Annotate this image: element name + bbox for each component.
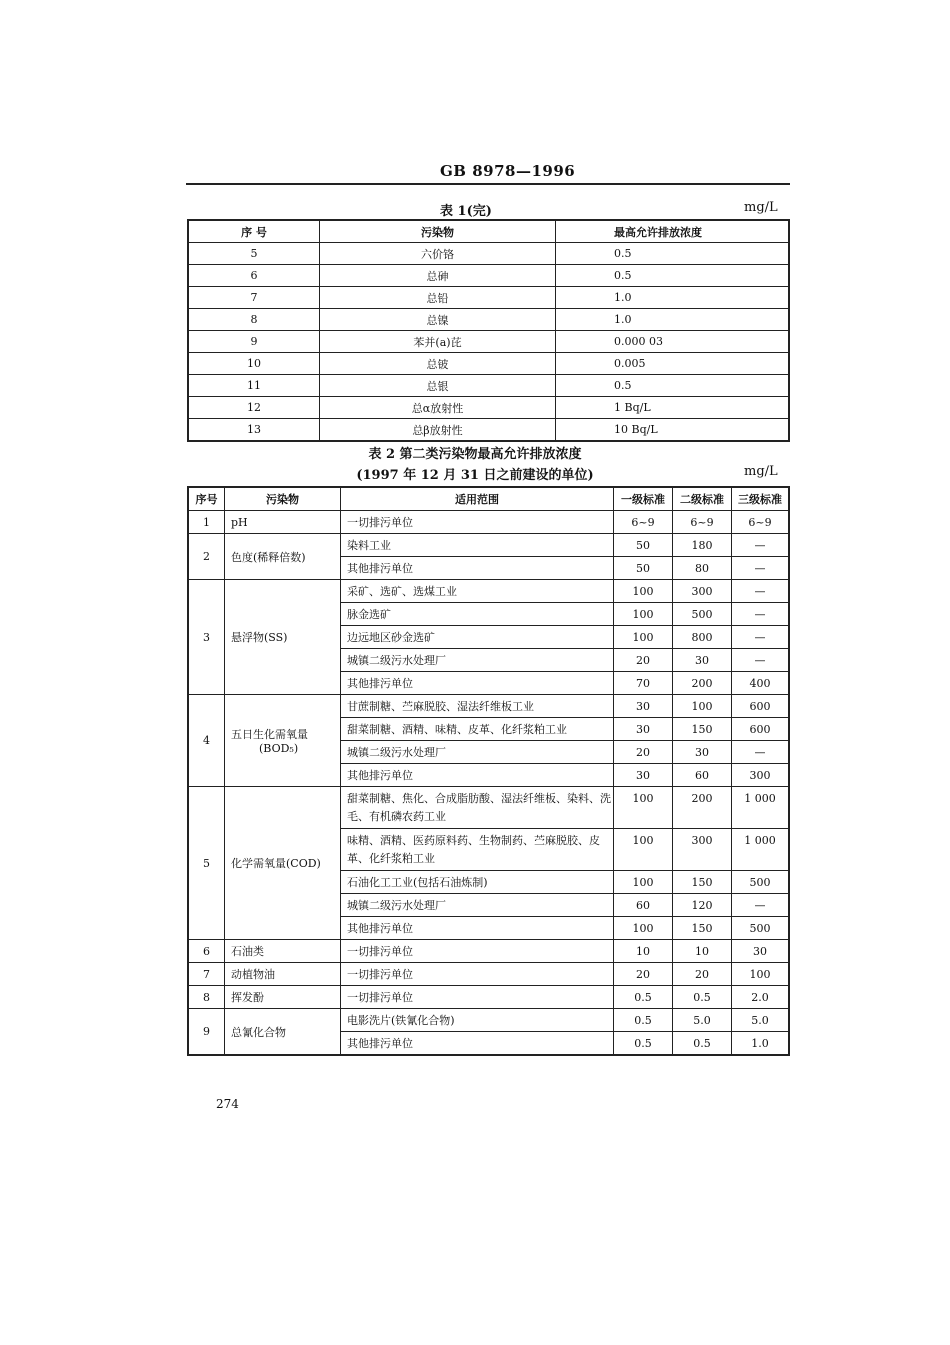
table2-row [188, 963, 789, 986]
table2-cell-level2: 500 [673, 603, 732, 626]
table2-cell-no: 6 [188, 940, 225, 963]
table1-caption: 表 1(完) [440, 204, 492, 219]
table2-cell-pollutant [225, 695, 341, 787]
table2-cell-level2: 150 [673, 871, 732, 894]
table2-cell-no: 5 [188, 787, 225, 940]
table1-cell-no: 12 [188, 397, 320, 419]
table2-subcaption: (1997 年 12 月 31 日之前建设的单位) [356, 468, 594, 483]
table1-row [188, 287, 789, 309]
table2-row [188, 580, 789, 603]
table1-cell-pollutant: 总砷 [320, 265, 556, 287]
table1-cell-no: 7 [188, 287, 320, 309]
table2-cell-level1: 100 [614, 580, 673, 603]
table2-cell-level3: 2.0 [732, 986, 790, 1009]
table2-cell-level1: 20 [614, 741, 673, 764]
table2-cell-level1: 100 [614, 917, 673, 940]
table2-unit: mg/L [744, 464, 778, 479]
table2-cell-level2: 20 [673, 963, 732, 986]
table1-row [188, 419, 789, 442]
table2-body [188, 511, 789, 1056]
page-number: 274 [216, 1097, 239, 1111]
table1-cell-pollutant: 总铅 [320, 287, 556, 309]
table1-body [188, 243, 789, 442]
table2-row [188, 511, 789, 534]
table2-pollutant-name: 五日生化需氧量 [231, 728, 308, 741]
table1-row [188, 265, 789, 287]
table2-cell-level2: 800 [673, 626, 732, 649]
table2-cell-level2: 200 [673, 672, 732, 695]
table1-row [188, 375, 789, 397]
table2-cell-level2: 5.0 [673, 1009, 732, 1032]
table2-row [188, 787, 789, 829]
table2-cell-level2: 0.5 [673, 1032, 732, 1056]
table2-cell-level3: — [732, 894, 790, 917]
table2-cell-level1: 100 [614, 871, 673, 894]
table2-cell-level2: 10 [673, 940, 732, 963]
table2-pollutant-name: 悬浮物(SS) [231, 631, 288, 644]
table2-row [188, 534, 789, 557]
table1-row [188, 243, 789, 265]
table2-cell-level3: 6~9 [732, 511, 790, 534]
table2-cell-level3: 500 [732, 917, 790, 940]
table2-row [188, 940, 789, 963]
table2-cell-scope: 一切排污单位 [341, 986, 614, 1009]
table2-cell-level1: 100 [614, 626, 673, 649]
table2-cell-level3: 600 [732, 718, 790, 741]
table2-pollutant-name: pH [231, 515, 248, 529]
table2-cell-level1: 20 [614, 963, 673, 986]
table2-cell-level2: 300 [673, 580, 732, 603]
table1-header-row [188, 220, 789, 243]
table1-row [188, 353, 789, 375]
table2-cell-level3: — [732, 603, 790, 626]
table2-cell-level2: 100 [673, 695, 732, 718]
table1-header-limit: 最高允许排放浓度 [556, 220, 790, 243]
table2-cell-scope: 采矿、选矿、选煤工业 [341, 580, 614, 603]
table2-cell-scope: 一切排污单位 [341, 940, 614, 963]
table2-header-scope: 适用范围 [341, 487, 614, 511]
table2-cell-no: 3 [188, 580, 225, 695]
table2-cell-scope: 染料工业 [341, 534, 614, 557]
table2-cell-pollutant [225, 986, 341, 1009]
table2-header-row [188, 487, 789, 511]
table2-cell-level1: 100 [614, 829, 673, 871]
table2-cell-pollutant [225, 580, 341, 695]
table2-cell-no: 9 [188, 1009, 225, 1056]
table2-cell-no: 1 [188, 511, 225, 534]
table2-cell-pollutant [225, 940, 341, 963]
table2-cell-scope: 一切排污单位 [341, 511, 614, 534]
table1-header-pollutant: 污染物 [320, 220, 556, 243]
table2-cell-level1: 50 [614, 534, 673, 557]
table1-cell-limit: 0.5 [556, 265, 790, 287]
table2-cell-level1: 70 [614, 672, 673, 695]
table2-cell-scope: 其他排污单位 [341, 672, 614, 695]
table2-pollutant-name: 色度(稀释倍数) [231, 550, 306, 564]
table2-cell-level3: — [732, 626, 790, 649]
table2-cell-level3: 1.0 [732, 1032, 790, 1056]
table2-cell-level2: 180 [673, 534, 732, 557]
table2-cell-level3: 1 000 [732, 787, 790, 829]
table2-cell-level1: 30 [614, 764, 673, 787]
table1-cell-limit: 0.5 [556, 375, 790, 397]
table1-cell-pollutant: 总α放射性 [320, 397, 556, 419]
table2-cell-level3: 400 [732, 672, 790, 695]
table2-cell-no: 8 [188, 986, 225, 1009]
table1-cell-no: 10 [188, 353, 320, 375]
table2-header-level2: 二级标准 [673, 487, 732, 511]
table1-cell-no: 13 [188, 419, 320, 442]
table2-cell-level3: 600 [732, 695, 790, 718]
header-rule [186, 183, 790, 185]
table2-cell-level1: 100 [614, 603, 673, 626]
table2-cell-pollutant [225, 1009, 341, 1056]
table2-pollutant-abbr: (BOD₅) [259, 742, 299, 755]
table2-cell-level1: 6~9 [614, 511, 673, 534]
table2-cell-no: 4 [188, 695, 225, 787]
table1-cell-no: 9 [188, 331, 320, 353]
table2-cell-level3: — [732, 649, 790, 672]
table2-cell-level1: 10 [614, 940, 673, 963]
table2-cell-level2: 30 [673, 741, 732, 764]
table2-header-level3: 三级标准 [732, 487, 790, 511]
table2-cell-level1: 50 [614, 557, 673, 580]
table2-header-pollutant: 污染物 [225, 487, 341, 511]
table2-cell-scope: 甜菜制糖、酒精、味精、皮革、化纤浆粕工业 [341, 718, 614, 741]
table1-cell-limit: 1.0 [556, 309, 790, 331]
table1-cell-pollutant: 总银 [320, 375, 556, 397]
table2-cell-pollutant [225, 787, 341, 940]
table2-cell-level2: 60 [673, 764, 732, 787]
table2-cell-scope: 其他排污单位 [341, 764, 614, 787]
table2-cell-scope: 其他排污单位 [341, 557, 614, 580]
table2-cell-level1: 30 [614, 718, 673, 741]
table1-cell-pollutant: 苯并(a)芘 [320, 331, 556, 353]
table2-cell-level2: 150 [673, 917, 732, 940]
table1-cell-limit: 1.0 [556, 287, 790, 309]
table2-cell-scope: 其他排污单位 [341, 917, 614, 940]
table1-cell-pollutant: 总β放射性 [320, 419, 556, 442]
table2-cell-pollutant [225, 511, 341, 534]
table2-cell-scope: 边远地区砂金选矿 [341, 626, 614, 649]
table2-cell-level2: 80 [673, 557, 732, 580]
table1-cell-limit: 1 Bq/L [556, 397, 790, 419]
table2-pollutant-name: 总氰化合物 [231, 1025, 286, 1039]
table2-caption: 表 2 第二类污染物最高允许排放浓度 [368, 447, 582, 462]
table2-cell-scope: 城镇二级污水处理厂 [341, 894, 614, 917]
table2-cell-level2: 6~9 [673, 511, 732, 534]
table2-row [188, 1009, 789, 1032]
table2-cell-level1: 30 [614, 695, 673, 718]
table2-cell-level1: 0.5 [614, 1009, 673, 1032]
table2-cell-level2: 0.5 [673, 986, 732, 1009]
table2-header-level1: 一级标准 [614, 487, 673, 511]
table2-cell-level3: — [732, 741, 790, 764]
table2-cell-level1: 0.5 [614, 986, 673, 1009]
table1-cell-limit: 0.000 03 [556, 331, 790, 353]
table1-cell-no: 5 [188, 243, 320, 265]
table2-cell-no: 2 [188, 534, 225, 580]
table2 [187, 486, 790, 1056]
table1-header-no: 序 号 [188, 220, 320, 243]
table2-row [188, 986, 789, 1009]
table2-cell-level3: 30 [732, 940, 790, 963]
table2-cell-level2: 30 [673, 649, 732, 672]
table1-cell-pollutant: 总镍 [320, 309, 556, 331]
table1-unit: mg/L [744, 200, 778, 215]
table2-cell-level2: 200 [673, 787, 732, 829]
table2-pollutant-name: 挥发酚 [231, 991, 264, 1004]
table2-cell-level3: — [732, 557, 790, 580]
table2-cell-scope: 脉金选矿 [341, 603, 614, 626]
table1-cell-limit: 10 Bq/L [556, 419, 790, 442]
table2-cell-scope: 甜菜制糖、焦化、合成脂肪酸、湿法纤维板、染料、洗毛、有机磷农药工业 [341, 787, 614, 829]
table1 [187, 219, 790, 442]
table2-cell-level1: 0.5 [614, 1032, 673, 1056]
table2-cell-level3: 5.0 [732, 1009, 790, 1032]
table2-cell-scope: 石油化工工业(包括石油炼制) [341, 871, 614, 894]
table1-row [188, 331, 789, 353]
table2-cell-scope: 一切排污单位 [341, 963, 614, 986]
table2-cell-level3: — [732, 580, 790, 603]
table2-cell-scope: 味精、酒精、医药原料药、生物制药、苎麻脱胶、皮革、化纤浆粕工业 [341, 829, 614, 871]
table1-row [188, 397, 789, 419]
table2-cell-scope: 其他排污单位 [341, 1032, 614, 1056]
table2-cell-level2: 120 [673, 894, 732, 917]
table2-pollutant-name: 石油类 [231, 945, 264, 958]
table2-header-no: 序号 [188, 487, 225, 511]
table2-cell-level2: 150 [673, 718, 732, 741]
table1-cell-pollutant: 六价铬 [320, 243, 556, 265]
table1-cell-limit: 0.5 [556, 243, 790, 265]
table2-pollutant-name: 动植物油 [231, 968, 275, 981]
table2-cell-scope: 城镇二级污水处理厂 [341, 649, 614, 672]
table1-cell-no: 11 [188, 375, 320, 397]
table1-cell-no: 8 [188, 309, 320, 331]
table2-cell-level1: 60 [614, 894, 673, 917]
table1-row [188, 309, 789, 331]
table2-cell-level3: 300 [732, 764, 790, 787]
table2-cell-level1: 20 [614, 649, 673, 672]
table2-cell-level3: 1 000 [732, 829, 790, 871]
table1-cell-limit: 0.005 [556, 353, 790, 375]
standard-number: GB 8978—1996 [440, 162, 576, 180]
table2-cell-pollutant [225, 963, 341, 986]
table2-cell-scope: 甘蔗制糖、苎麻脱胶、湿法纤维板工业 [341, 695, 614, 718]
table2-cell-level2: 300 [673, 829, 732, 871]
table1-cell-pollutant: 总铍 [320, 353, 556, 375]
table2-cell-scope: 电影洗片(铁氰化合物) [341, 1009, 614, 1032]
table2-cell-level1: 100 [614, 787, 673, 829]
table2-cell-no: 7 [188, 963, 225, 986]
table2-row [188, 695, 789, 718]
table2-cell-pollutant [225, 534, 341, 580]
table2-cell-level3: — [732, 534, 790, 557]
table2-pollutant-name: 化学需氧量(COD) [231, 857, 321, 870]
table2-cell-level3: 500 [732, 871, 790, 894]
table2-cell-scope: 城镇二级污水处理厂 [341, 741, 614, 764]
table1-cell-no: 6 [188, 265, 320, 287]
table2-cell-level3: 100 [732, 963, 790, 986]
